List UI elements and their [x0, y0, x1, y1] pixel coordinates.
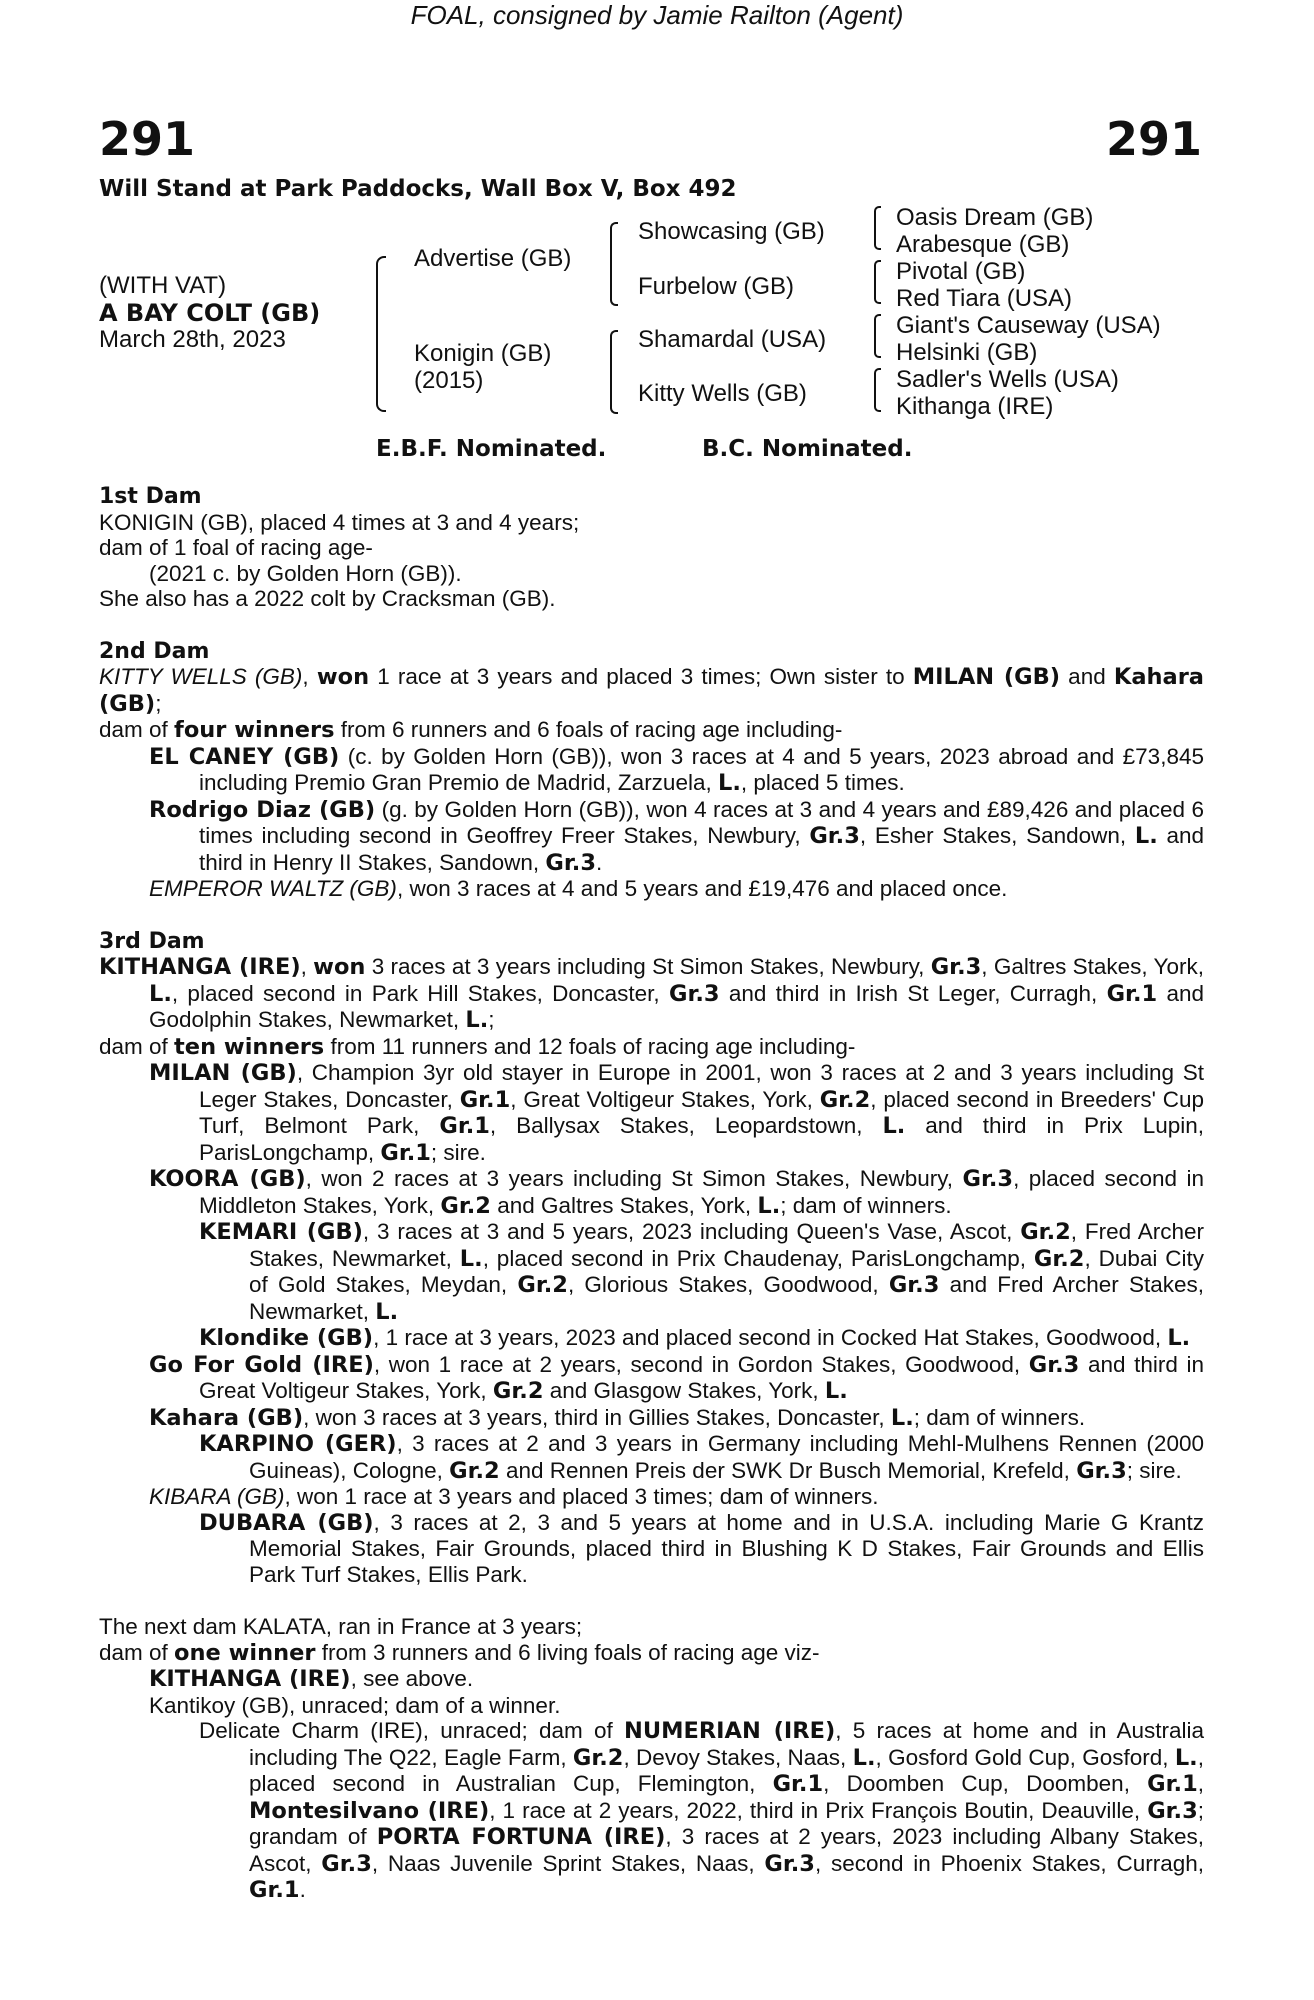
race-record: , won 2 races at 3 years including St Simon Stakes, Newbury,	[305, 1166, 963, 1191]
horse-name: A BAY COLT (GB)	[99, 299, 321, 327]
dam-history	[99, 484, 1204, 1904]
text: from 11 runners and 12 foals of racing age including-	[324, 1033, 856, 1059]
grade-label: Gr.2	[517, 1272, 568, 1298]
grade-label: Gr.1	[1147, 1771, 1198, 1797]
pedigree-bracket-g4	[874, 368, 881, 412]
grade-label: Gr.3	[1028, 1351, 1080, 1378]
punctuation: .	[299, 1877, 306, 1902]
grade-label: L.	[459, 1245, 483, 1272]
horse-name: NUMERIAN (IRE)	[623, 1718, 836, 1744]
winners-count: four winners	[174, 717, 335, 743]
pedigree-g1: Oasis Dream (GB)	[896, 204, 1094, 231]
race-record: (c. by Golden Horn (GB)), won 3 races at 4 and 5 years, 2023 abroad and £73,845 including Premio Gran Premio de Madrid, Zarzuela,	[199, 743, 1204, 795]
grade-label: Gr.3	[321, 1850, 372, 1877]
race-record: , second in Phoenix Stakes, Curragh,	[814, 1850, 1204, 1876]
race-record: , placed second in Breeders' Cup Turf, Belmont Park,	[199, 1086, 1204, 1138]
race-record: , placed 5 times.	[740, 770, 905, 795]
sire-sire-name: Showcasing (GB)	[638, 218, 825, 245]
grade-label: L.	[890, 1404, 914, 1431]
pedigree-bracket-main	[376, 256, 386, 412]
race-record: , Ballysax Stakes, Leopardstown,	[489, 1113, 883, 1138]
text: dam of	[99, 717, 175, 742]
first-dam-heading: 1st Dam	[99, 484, 202, 509]
horse-name: EL CANEY (GB)	[149, 743, 340, 770]
race-record: , Dubai City of Gold Stakes, Meydan,	[249, 1245, 1204, 1297]
sire-dam-name: Furbelow (GB)	[638, 273, 795, 300]
race-record: , 3 races at 2 and 3 years in Germany including Mehl-Mulhens Rennen (2000 Guineas), Cologne,	[249, 1431, 1204, 1483]
grade-label: Gr.2	[819, 1086, 871, 1113]
horse-name: PORTA FORTUNA (IRE)	[376, 1824, 666, 1850]
race-record: and Galtres Stakes, York,	[490, 1192, 758, 1218]
race-record: ; sire.	[430, 1139, 486, 1165]
horse-name: Klondike (GB)	[199, 1325, 374, 1351]
progeny-klondike	[199, 1325, 1204, 1352]
race-record: 1 race at 3 years and placed 3 times; Own sister to	[369, 664, 913, 689]
grade-label: Gr.2	[572, 1744, 624, 1771]
text: dam of	[99, 1639, 175, 1665]
grade-label: Gr.1	[459, 1086, 511, 1113]
race-record: , 1 race at 2 years, 2022, third in Prix François Boutin, Deauville,	[489, 1797, 1148, 1823]
race-record: , Glorious Stakes, Goodwood,	[567, 1272, 889, 1297]
punctuation: ;	[155, 690, 162, 716]
connector: and	[1060, 664, 1106, 689]
grade-label: L.	[375, 1298, 399, 1325]
pedigree-g5: Giant's Causeway (USA)	[896, 312, 1161, 339]
grade-label: Gr.1	[772, 1771, 824, 1797]
grade-label: L.	[149, 980, 172, 1007]
progeny-karpino	[199, 1431, 1204, 1484]
ebf-nomination: E.B.F. Nominated.	[376, 436, 607, 462]
foaling-date: March 28th, 2023	[99, 326, 286, 353]
race-record: and Glasgow Stakes, York,	[543, 1378, 825, 1403]
horse-name: Kahara (GB)	[149, 1404, 304, 1431]
pedigree-g4: Red Tiara (USA)	[896, 285, 1073, 312]
race-record: , Champion 3yr old stayer in Europe in 2001, won 3 races at 2 and 3 years including St Leger Stakes, Doncaster,	[199, 1060, 1204, 1112]
race-record: and third in Great Voltigeur Stakes, York,	[199, 1351, 1204, 1403]
race-record: , 5 races at home and in Australia including The Q22, Eagle Farm,	[249, 1718, 1204, 1770]
won-label: won	[313, 954, 366, 980]
horse-name: KITHANGA (IRE)	[149, 1666, 351, 1692]
race-record: , won 1 race at 2 years, second in Gordon Stakes, Goodwood,	[373, 1351, 1029, 1377]
race-record: and Fred Archer Stakes, Newmarket,	[249, 1272, 1204, 1324]
horse-name: KITHANGA (IRE)	[99, 954, 301, 980]
grade-label: Gr.1	[439, 1113, 490, 1139]
grade-label: L.	[1134, 823, 1158, 849]
grade-label: Gr.2	[492, 1378, 544, 1404]
race-record: , Devoy Stakes, Naas,	[623, 1744, 853, 1770]
progeny-el-caney	[149, 744, 1204, 797]
race-record: 3 races at 3 years including St Simon Stakes, Newbury,	[365, 954, 931, 979]
grade-label: Gr.3	[888, 1272, 940, 1298]
race-record: ; grandam of	[249, 1797, 1205, 1849]
horse-name: KIBARA (GB)	[149, 1484, 285, 1509]
progeny-kemari	[199, 1219, 1204, 1325]
pedigree-g6: Helsinki (GB)	[896, 339, 1038, 366]
race-record: , placed second in Middleton Stakes, York,	[199, 1166, 1204, 1218]
grade-label: Gr.3	[962, 1166, 1014, 1192]
horse-name: KOORA (GB)	[149, 1166, 306, 1192]
dam-year: (2015)	[414, 367, 484, 394]
horse-name: Rodrigo Diaz (GB)	[149, 796, 376, 823]
grade-label: Gr.2	[1033, 1245, 1085, 1272]
stand-location: Will Stand at Park Paddocks, Wall Box V, Box 492	[99, 176, 737, 202]
lot-number-right: 291	[1105, 112, 1202, 166]
first-dam-line: (2021 c. by Golden Horn (GB)).	[149, 560, 462, 586]
text: dam of	[99, 1033, 175, 1059]
pedigree-bracket-g3	[874, 314, 881, 358]
text: from 6 runners and 6 foals of racing age including-	[334, 717, 843, 742]
pedigree-bracket-g1	[874, 206, 881, 250]
race-record: , Doomben Cup, Doomben,	[823, 1771, 1148, 1796]
horse-name: MILAN (GB)	[149, 1060, 297, 1086]
grade-label: L.	[757, 1192, 781, 1219]
winners-count: one winner	[174, 1639, 316, 1666]
race-record: , see above.	[350, 1666, 474, 1691]
race-record: and Rennen Preis der SWK Dr Busch Memorial, Krefeld,	[499, 1457, 1077, 1483]
pedigree-g2: Arabesque (GB)	[896, 231, 1070, 258]
dam-sire-name: Shamardal (USA)	[638, 326, 827, 353]
third-dam-kithanga: KITHANGA (IRE), won 3 races at 3 years including St Simon Stakes, Newbury, Gr.3, Galtres Stakes, York, L., placed second in Park Hill Stakes, Doncaster, Gr.3 and third in Irish St Leger, Curragh, Gr.1 and Godolphin Stakes, Newmarket, L.;	[99, 954, 1205, 1033]
grade-label: Gr.3	[764, 1850, 815, 1877]
grade-label: L.	[1167, 1325, 1191, 1351]
first-dam-line: KONIGIN (GB), placed 4 times at 3 and 4 years;	[99, 509, 580, 535]
progeny-rodrigo-diaz	[149, 797, 1204, 877]
horse-name: Go For Gold (IRE)	[149, 1351, 374, 1378]
grade-label: Gr.1	[249, 1877, 300, 1903]
pedigree-bracket-g2	[874, 260, 881, 304]
grade-label: Gr.3	[930, 954, 982, 980]
race-record: ; dam of winners.	[913, 1404, 1086, 1430]
race-record: , 3 races at 3 and 5 years, 2023 including Queen's Vase, Ascot,	[362, 1219, 1021, 1244]
grade-label: Gr.2	[440, 1192, 491, 1219]
punctuation: .	[595, 849, 603, 875]
progeny-kithanga	[149, 1666, 1204, 1693]
pedigree-bracket-sire	[610, 222, 618, 306]
first-dam-line: dam of 1 foal of racing age-	[99, 535, 373, 560]
next-dam-line: The next dam KALATA, ran in France at 3 years;	[99, 1614, 583, 1639]
progeny-kahara	[149, 1405, 1204, 1432]
grade-label: L.	[717, 770, 741, 796]
race-record: and Godolphin Stakes, Newmarket,	[149, 980, 1204, 1032]
won-label: won	[316, 664, 370, 690]
race-record: , placed second in Prix Chaudenay, ParisLongchamp,	[482, 1245, 1034, 1271]
sire-name: Advertise (GB)	[414, 245, 572, 272]
race-record: Delicate Charm (IRE), unraced; dam of	[199, 1718, 624, 1743]
race-record: , Gosford Gold Cup, Gosford,	[875, 1744, 1175, 1770]
race-record: (g. by Golden Horn (GB)), won 4 races at 3 and 4 years and £89,426 and placed 6 times including second in Geoffrey Freer Stakes, Newbury,	[199, 796, 1204, 848]
text: from 3 runners and 6 living foals of racing age viz-	[315, 1639, 820, 1665]
race-record: , placed second in Park Hill Stakes, Doncaster,	[171, 980, 669, 1006]
race-record: , placed second in Australian Cup, Flemington,	[249, 1744, 1204, 1796]
horse-name: Kahara (GB)	[99, 664, 1204, 717]
race-record: and third in Prix Lupin, ParisLongchamp,	[199, 1113, 1204, 1165]
consignor-line: FOAL, consigned by Jamie Railton (Agent)	[410, 0, 904, 30]
race-record: , won 3 races at 4 and 5 years and £19,476 and placed once.	[396, 876, 1008, 901]
race-record: ; dam of winners.	[780, 1192, 952, 1218]
dam-name: Konigin (GB)	[414, 340, 552, 367]
dam-dam-name: Kitty Wells (GB)	[638, 380, 807, 407]
pedigree-bracket-dam	[610, 330, 618, 414]
horse-name: Montesilvano (IRE)	[249, 1797, 490, 1824]
grade-label: Gr.1	[1106, 980, 1158, 1007]
pedigree-g3: Pivotal (GB)	[896, 258, 1026, 285]
race-record: and third in Henry II Stakes, Sandown,	[199, 823, 1204, 875]
horse-name: KITTY WELLS (GB)	[99, 664, 303, 689]
progeny-delicate-charm: Delicate Charm (IRE), unraced; dam of NUMERIAN (IRE), 5 races at home and in Australia including The Q22, Eagle Farm, Gr.2, Devoy Stakes, Naas, L., Gosford Gold Cup, Gosford, L., placed second in Australian Cup, Flemington, Gr.1, Doomben Cup, Doomben, Gr.1, Montesilvano (IRE), 1 race at 2 years, 2022, third in Prix François Boutin, Deauville, Gr.3; grandam of PORTA FORTUNA (IRE), 3 races at 2 years, 2023 including Albany Stakes, Ascot, Gr.3, Naas Juvenile Sprint Stakes, Naas, Gr.3, second in Phoenix Stakes, Curragh, Gr.1.	[199, 1718, 1205, 1903]
lot-number-left: 291	[99, 112, 196, 166]
race-record: , won 3 races at 3 years, third in Gillies Stakes, Doncaster,	[303, 1404, 891, 1430]
third-dam-heading: 3rd Dam	[99, 928, 205, 954]
grade-label: L.	[1174, 1744, 1198, 1771]
grade-label: Gr.1	[380, 1139, 431, 1166]
pedigree-g8: Kithanga (IRE)	[896, 393, 1054, 420]
grade-label: Gr.3	[1147, 1797, 1198, 1824]
grade-label: Gr.3	[1076, 1457, 1127, 1484]
race-record: , 3 races at 2 years, 2023 including Albany Stakes, Ascot,	[249, 1824, 1204, 1876]
horse-name: DUBARA (GB)	[199, 1509, 374, 1536]
second-dam-heading: 2nd Dam	[99, 638, 210, 664]
progeny-emperor-waltz	[149, 876, 1204, 902]
progeny-koora	[149, 1166, 1204, 1219]
grade-label: Gr.2	[449, 1457, 500, 1484]
next-dam-produce	[99, 1640, 1204, 1667]
race-record: , won 1 race at 3 years and placed 3 times; dam of winners.	[284, 1484, 879, 1509]
progeny-milan	[149, 1060, 1204, 1166]
race-record: , Great Voltigeur Stakes, York,	[510, 1086, 820, 1112]
bc-nomination: B.C. Nominated.	[702, 436, 913, 462]
grade-label: Gr.2	[1020, 1219, 1071, 1245]
grade-label: Gr.3	[809, 823, 860, 849]
third-dam-produce	[99, 1034, 1204, 1061]
grade-label: L.	[882, 1113, 906, 1139]
progeny-kibara	[149, 1484, 1204, 1510]
second-dam-produce	[99, 717, 1204, 744]
punctuation: ;	[488, 1007, 495, 1032]
progeny-kantikoy: Kantikoy (GB), unraced; dam of a winner.	[149, 1692, 561, 1718]
race-record: ; sire.	[1126, 1457, 1182, 1483]
winners-count: ten winners	[174, 1033, 325, 1060]
horse-name: KARPINO (GER)	[199, 1431, 397, 1457]
progeny-dubara	[199, 1510, 1204, 1588]
first-dam-line: She also has a 2022 colt by Cracksman (GB).	[99, 586, 556, 611]
grade-label: Gr.3	[668, 980, 720, 1007]
grade-label: Gr.3	[545, 849, 596, 876]
progeny-go-for-gold	[149, 1352, 1204, 1405]
horse-name: MILAN (GB)	[912, 664, 1061, 690]
vat-label: (WITH VAT)	[99, 272, 227, 299]
race-record: , 1 race at 3 years, 2023 and placed second in Cocked Hat Stakes, Goodwood,	[373, 1325, 1168, 1350]
second-dam-kitty-wells: KITTY WELLS (GB), won 1 race at 3 years and placed 3 times; Own sister to MILAN (GB) and Kahara (GB);	[99, 664, 1204, 717]
race-record: , Galtres Stakes, York,	[981, 954, 1205, 979]
race-record: , Fred Archer Stakes, Newmarket,	[249, 1219, 1204, 1271]
grade-label: L.	[852, 1744, 876, 1771]
grade-label: L.	[824, 1378, 848, 1404]
horse-name: KEMARI (GB)	[199, 1219, 363, 1245]
grade-label: L.	[465, 1007, 489, 1033]
race-record: and third in Irish St Leger, Curragh,	[719, 980, 1107, 1006]
race-record: , Esher Stakes, Sandown,	[859, 823, 1135, 848]
pedigree-g7: Sadler's Wells (USA)	[896, 366, 1119, 393]
horse-name: EMPEROR WALTZ (GB)	[149, 876, 397, 901]
race-record: , Naas Juvenile Sprint Stakes, Naas,	[371, 1850, 765, 1876]
race-record: , 3 races at 2, 3 and 5 years at home and in U.S.A. including Marie G Krantz Memorial Stakes, Fair Grounds, placed third in Blushing K D Stakes, Fair Grounds and Ellis Park Turf Stakes, Ellis Park.	[249, 1509, 1204, 1587]
